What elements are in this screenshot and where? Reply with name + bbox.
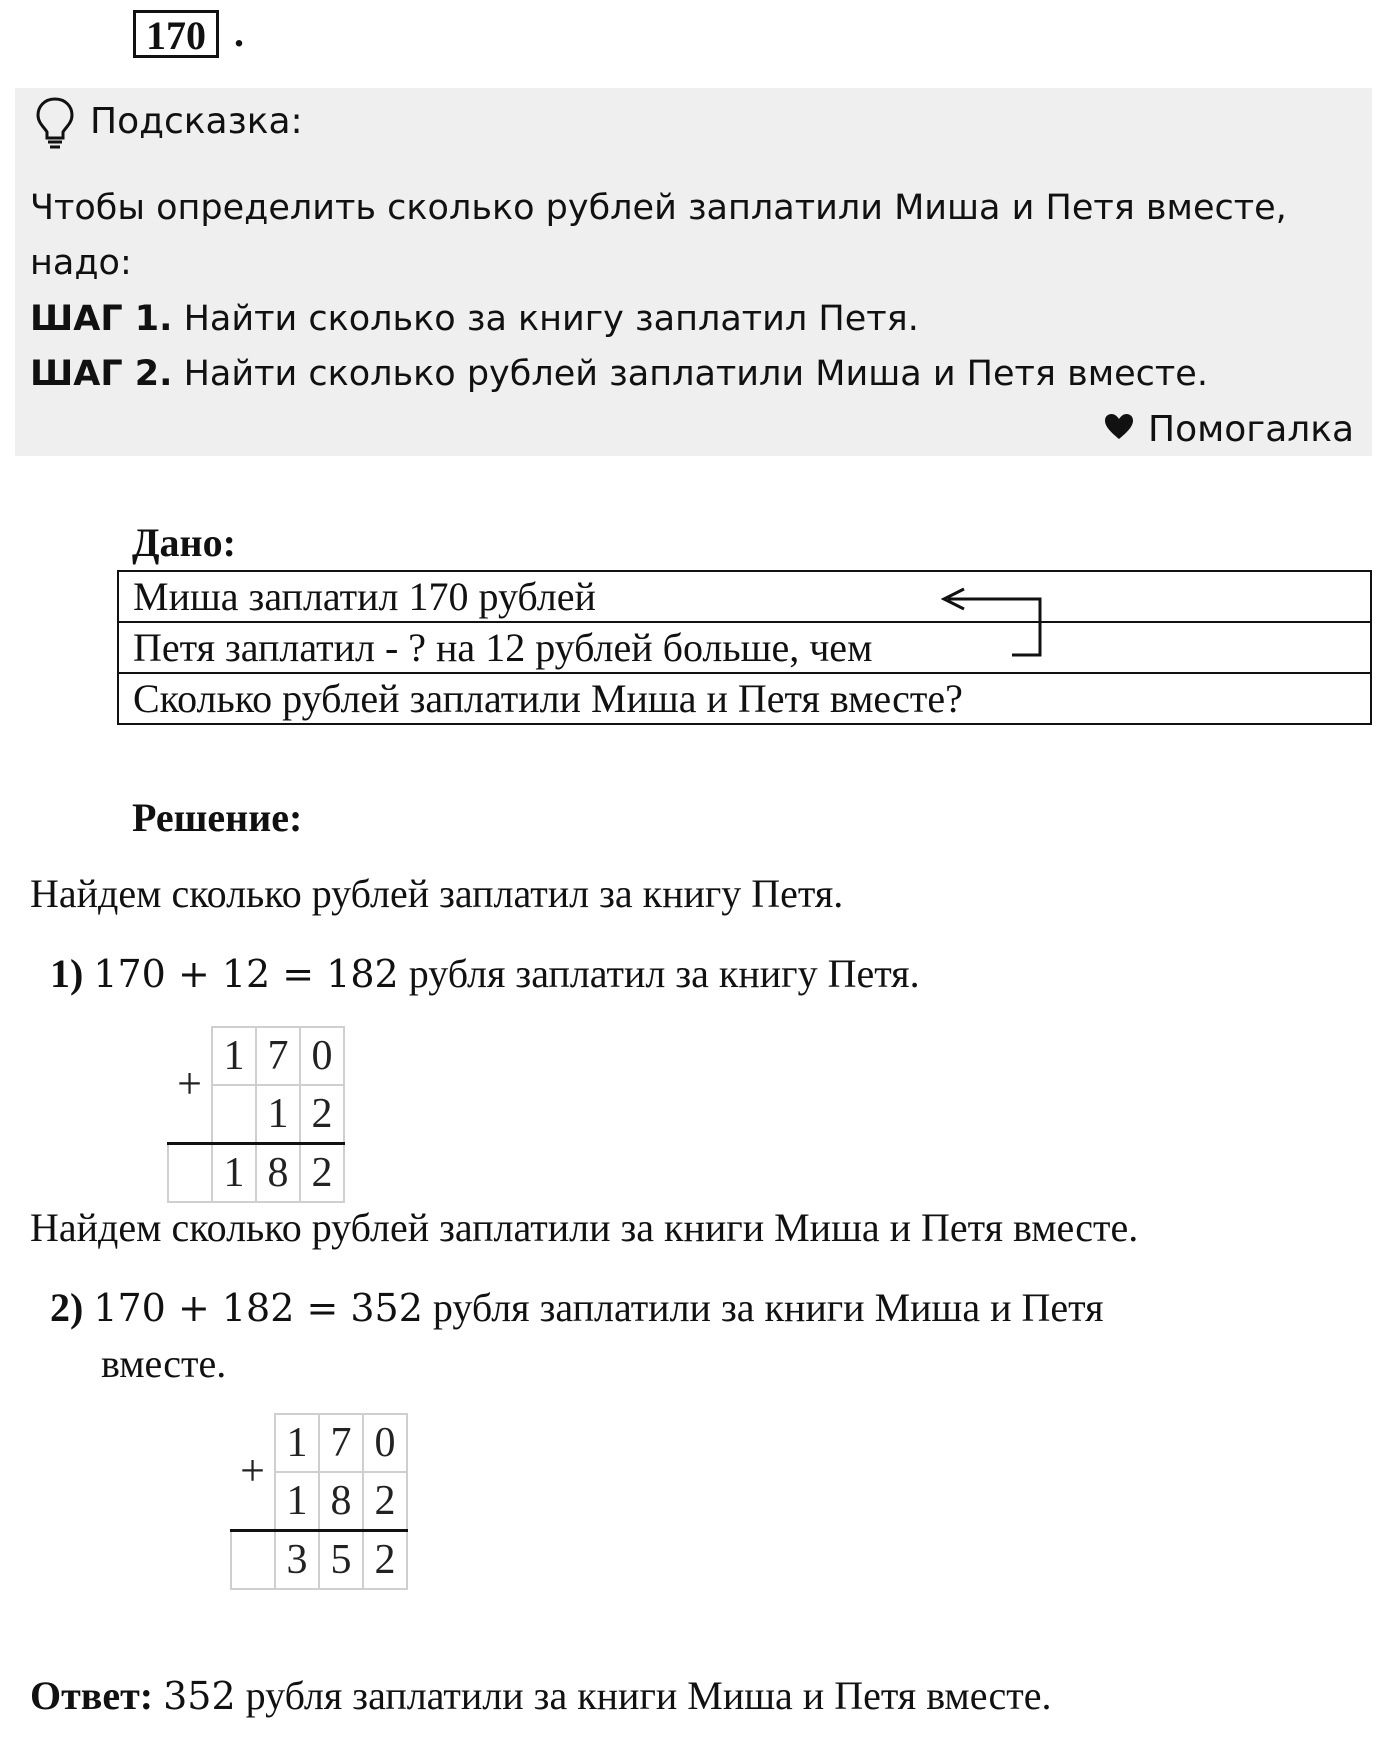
heart-icon [1104,412,1134,442]
hint-step-1-text: Найти сколько за книгу заплатил Петя. [172,299,919,339]
hint-step-1-label: ШАГ 1. [30,299,173,339]
solution-title: Решение: [132,795,303,840]
calc-digit: 5 [319,1531,363,1590]
hint-step-1 [30,297,919,341]
calc-digit: 1 [212,1027,256,1085]
given-row-1: Миша заплатил 170 рублей [118,571,1371,622]
step-1-expression: 170 + 12 = 182 [93,952,399,996]
step-2-expression: 170 + 182 = 352 [93,1286,423,1330]
calc-plus-cell [168,1027,212,1144]
task-number-dot: . [234,10,244,55]
solution-step-1 [50,950,920,998]
calc-blank [168,1144,212,1203]
answer-line [30,1672,1051,1720]
calc-digit: 3 [275,1531,319,1590]
step-1-text: рубля заплатил за книгу Петя. [408,951,920,996]
solution-step-2 [50,1284,1104,1332]
hint-step-2-label: ШАГ 2. [30,354,173,394]
calc-digit: 1 [256,1085,300,1144]
given-table [117,570,1372,725]
calc-digit: 0 [300,1027,344,1085]
given-row-2: Петя заплатил - ? на 12 рублей больше, чем [118,622,1371,673]
calc-digit: 2 [363,1531,407,1590]
column-addition-1 [167,1026,345,1203]
task-number: 170 [133,10,219,58]
step-2-text-cont: вместе. [101,1341,227,1386]
calc-digit: 2 [363,1472,407,1531]
calc-digit: 2 [300,1085,344,1144]
calc-row [168,1027,344,1085]
calc-row [231,1414,407,1472]
step-1-number: 1) [50,951,84,996]
given-row-3: Сколько рублей заплатили Миша и Петя вместе? [118,673,1371,724]
step-2-text: рубля заплатили за книги Миша и Петя [432,1285,1104,1330]
given-row [118,673,1371,724]
calc-digit: 7 [256,1027,300,1085]
solution-intro-1: Найдем сколько рублей заплатил за книгу Петя. [30,871,844,916]
calc-digit: 1 [212,1144,256,1203]
given-row [118,571,1371,622]
calc-plus-cell [231,1414,275,1531]
calc-digit: 0 [363,1414,407,1472]
calc-digit [212,1085,256,1144]
plus-sign: + [240,1446,265,1495]
hint-line-1: Чтобы определить сколько рублей заплатили Миша и Петя вместе, [30,188,1287,228]
helper-label: Помогалка [1148,409,1355,450]
hint-title: Подсказка: [90,101,303,142]
reference-arrow [930,585,1050,665]
answer-label: Ответ: [30,1673,154,1718]
calc-digit: 1 [275,1414,319,1472]
column-addition-2 [230,1413,408,1590]
step-2-number: 2) [50,1285,84,1330]
calc-digit: 8 [256,1144,300,1203]
answer-text: рубля заплатили за книги Миша и Петя вместе. [245,1673,1052,1718]
hint-step-2-text: Найти сколько рублей заплатили Миша и Петя вместе. [172,354,1208,394]
calc-digit: 8 [319,1472,363,1531]
calc-digit: 2 [300,1144,344,1203]
given-row [118,622,1371,673]
hint-step-2 [30,352,1208,396]
given-title: Дано: [132,520,236,565]
hint-line-2: надо: [30,243,132,283]
calc-result-row [231,1531,407,1590]
answer-value: 352 [163,1674,236,1718]
lightbulb-icon [35,96,75,152]
calc-blank [231,1531,275,1590]
calc-digit: 7 [319,1414,363,1472]
plus-sign: + [177,1059,202,1108]
calc-result-row [168,1144,344,1203]
calc-digit: 1 [275,1472,319,1531]
solution-intro-2: Найдем сколько рублей заплатили за книги Миша и Петя вместе. [30,1205,1139,1250]
